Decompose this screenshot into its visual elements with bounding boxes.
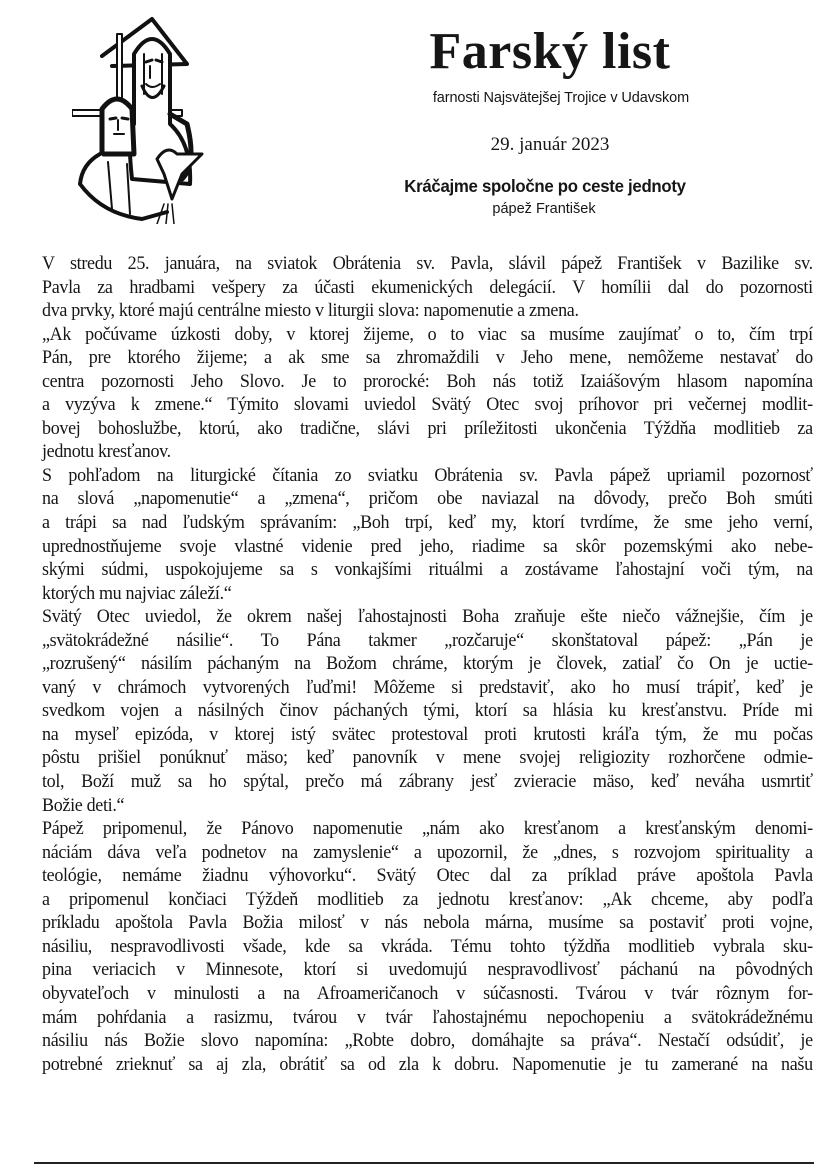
article-line: Pán, pre ktorého žijeme; a ak sme sa zhromaždili v Jeho mene, nemôžeme nestavať do — [42, 347, 813, 369]
article-line: bovej bohoslužbe, ktorú, ako tradične, slávi pri príležitosti ukončenia Týždňa modlitieb za — [42, 417, 813, 439]
article-headline: Kráčajme spoločne po ceste jednoty — [404, 176, 686, 196]
article-body — [42, 252, 812, 1076]
article-line: a pripomenul končiaci Týždeň modlitieb za jednotu kresťanov: „Ak chceme, aby podľa — [42, 888, 813, 910]
article-line: centra pozornosti Jeho Slovo. Je to prorocké: Boh nás totiž Izaiášovým hlasom napomína — [42, 370, 813, 392]
article-line: Božie deti.“ — [42, 794, 125, 816]
article-line: na slová „napomenutie“ a „zmena“, pričom obe naviazal na dôvody, prečo Boh smúti — [42, 488, 813, 510]
holy-trinity-illustration-icon — [72, 14, 242, 224]
article-line: „svätokrádežné násilie“. To Pána takmer „rozčaruje“ skonštatoval pápež: „Pán je — [42, 629, 813, 651]
article-line: Svätý Otec uviedol, že okrem našej ľahostajnosti Boha zraňuje ešte niečo vážnejšie, čím je — [42, 606, 813, 628]
article-line: S pohľadom na liturgické čítania zo sviatku Obrátenia sv. Pavla pápež upriamil pozornosť — [42, 464, 813, 486]
newsletter-title: Farský list — [429, 23, 671, 80]
article-line: náciám dáva veľa podnetov na zamyslenie“ a upozornil, že „dnes, s rozvojom spirituality a — [42, 841, 813, 863]
article-line: obyvateľoch v minulosti a na Afroameričanoch v súčasnosti. Tvárou v tvár rôznym for- — [42, 982, 813, 1004]
article-line: pôstu prišiel ponúknuť mäso; keď panovník v mene svojej religiozity rozhorčene odmie- — [42, 747, 813, 769]
article-line: teológie, nemáme žiadnu výhovorku“. Svätý Otec dal za príklad práve apoštola Pavla — [42, 865, 813, 887]
article-line: „rozrušený“ násilím páchaným na Božom chráme, ktorým je človek, zatiaľ čo On je uctie- — [42, 653, 813, 675]
article-line: jednotu kresťanov. — [42, 441, 171, 463]
article-line: skými súdmi, uspokojujeme sa s vonkajšími rituálmi a zostávame ľahostajní voči tým, na — [42, 559, 813, 581]
masthead — [330, 22, 800, 217]
article-line: „Ak počúvame úzkosti doby, v ktorej žijeme, o to viac sa musíme zaujímať o to, čím trpí — [42, 323, 813, 345]
parish-subtitle: farnosti Najsvätejšej Trojice v Udavskom — [432, 90, 690, 106]
article-line: príkladu apoštola Pavla Božia milosť v nás nebola márna, musíme sa postaviť proti vojne, — [42, 912, 813, 934]
article-line: Pavla za hradbami vešpery za účasti ekumenických delegácií. V homílii dal do pozornosti — [42, 276, 813, 298]
article-line: ktorých mu najviac záleží.“ — [42, 582, 232, 604]
article-line: Pápež pripomenul, že Pánovo napomenutie „nám ako kresťanom a kresťanským denomi- — [42, 818, 813, 840]
article-line: uprednostňujeme svoje vlastné videnie pred jeho, riadime sa skôr pozemskými ako nebe- — [42, 535, 813, 557]
article-line: tol, Boží muž sa ho spýtal, prečo má zábrany jesť zvieracie mäso, keď neváha usmrtiť — [42, 771, 813, 793]
article-line: a trápi sa nad ľudským správaním: „Boh trpí, keď my, ktorí tvrdíme, že sme jeho verní, — [42, 512, 813, 534]
article-line: na myseľ epizóda, v ktorej istý svätec protestoval proti krutosti kráľa tým, že mu počas — [42, 723, 813, 745]
article-line: potrebné zrieknuť sa aj zla, obrátiť sa od zla k dobru. Napomenutie je tu zamerané na našu — [42, 1053, 813, 1075]
article-line: V stredu 25. januára, na sviatok Obrátenia sv. Pavla, slávil pápež František v Bazilike sv. — [42, 253, 813, 274]
article-line: pina veriacich v Minnesote, ktorí si uvedomujú nespravodlivosť páchanú na pôvodných — [42, 959, 813, 981]
article-line: svedkom vojen a násilných činov páchaných tými, ktorí sa hlásia ku kresťanstvu. Príde mi — [42, 700, 813, 722]
article-line: a vyzýva k zmene.“ Týmito slovami uviedol Svätý Otec svoj príhovor pri večernej modlit- — [42, 394, 813, 416]
article-line: dva prvky, ktoré majú centrálne miesto v liturgii slova: napomenutie a zmena. — [42, 300, 579, 322]
article-line: mám pohŕdania a rasizmu, tvárou v tvár ľahostajnému nepochopeniu a svätokrádežnému — [42, 1006, 813, 1028]
bottom-divider — [34, 1162, 814, 1164]
issue-date: 29. január 2023 — [490, 134, 610, 155]
article-line: násiliu nás Božie slovo napomína: „Robte dobro, domáhajte sa práva“. Nestačí odsúdiť, je — [42, 1030, 813, 1052]
article-byline: pápež František — [492, 201, 596, 217]
article-line: vaný v chrámoch vytvorených ľuďmi! Môžeme si predstaviť, ako ho musí trápiť, keď je — [42, 676, 813, 698]
article-line: násiliu, nespravodlivosti všade, kde sa vkráda. Tému tohto týždňa modlitieb vybrala sku- — [42, 935, 813, 957]
